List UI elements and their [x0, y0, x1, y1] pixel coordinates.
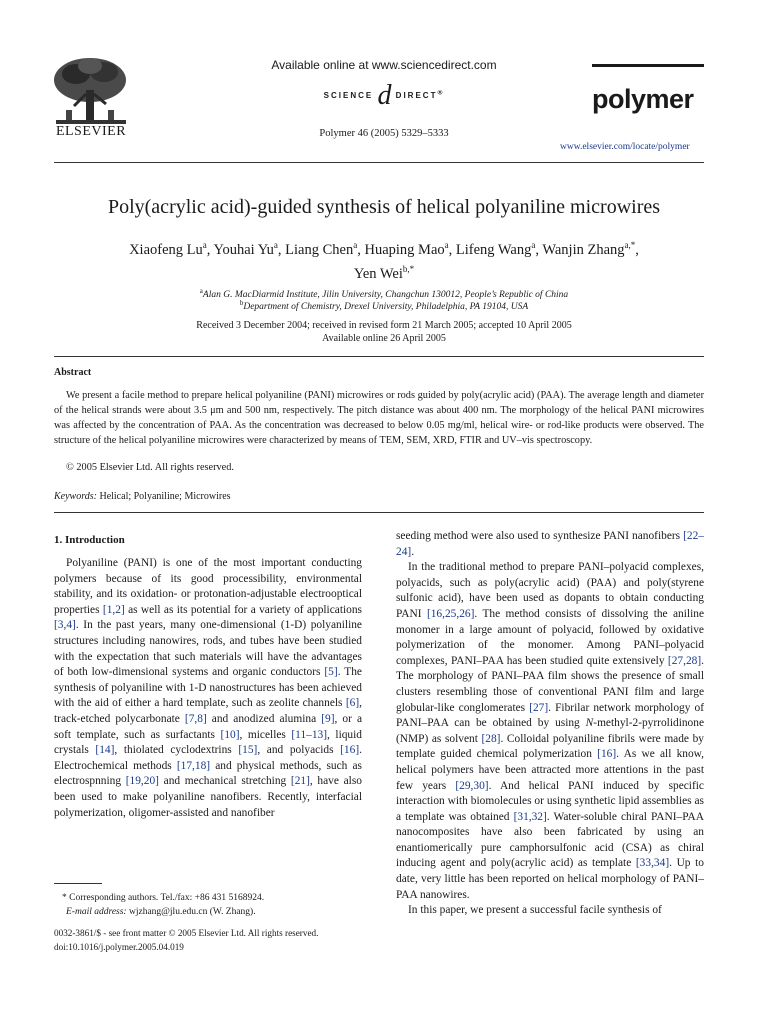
affiliation-b: $^b$Department of Chemistry, Drexel University, Philadelphia, PA 19104, USA	[239, 299, 529, 313]
keywords-label: Keywords:	[54, 491, 97, 502]
sd-mark: ®	[437, 89, 445, 97]
received-dates: Received 3 December 2004; received in revised form 21 March 2005; accepted 10 April 2005	[196, 320, 572, 331]
sd-left: SCIENCE	[323, 91, 374, 101]
left-column	[54, 556, 362, 821]
abstract-copyright: © 2005 Elsevier Ltd. All rights reserved.	[66, 462, 234, 473]
abstract-heading: Abstract	[54, 367, 92, 378]
sd-at-icon: d	[377, 80, 392, 111]
issn-line: 0032-3861/$ - see front matter © 2005 Elsevier Ltd. All rights reserved.	[54, 928, 319, 938]
section-heading: 1. Introduction	[54, 534, 125, 546]
intro-paragraph-2: In the traditional method to prepare PANI–polyacid complexes, polyacids, such as poly(acrylic acid) (PAA) and poly(styrene sulfonic acid), have been used as dopants to obtain conducting PANI [16,25,26]. The method consists of dissolving the aniline monomer in a large amount of polyacid, followed by oxidative polymerization of the monomer. Among PANI–polyacid complexes, PANI–PAA has been studied quite extensively [27,28]. The morphology of PANI–PAA film shows the presence of small clusters resembling those of conventional PANI film and large globular-like conglomerates [27]. Fibrilar network morphology of PANI–PAA can be obtained by using N-methyl-2-pyrrolidinone (NMP) as solvent [28]. Colloidal polyaniline fibrils were made by template guided chemical polymerization [16]. As we all know, helical polymers have been attracted more attentions in the past few years [29,30]. And helical PANI induced by specific interaction with biomolecules or using synthetic lipid assemblies as a template was obtained [31,32]. Water-soluble chiral PANI–PAA nanocomposites have also been fabricated by using an enantiomerically pure camphorsulfonic acid (CSA) as chiral inducing agent and poly(acrylic acid) as template [33,34]. Up to date, very little has been reported on helical morphology of PANI–PAA nanowires.	[396, 561, 704, 901]
intro-paragraph-1-cont: seeding method were also used to synthesize PANI nanofibers [22–24].	[396, 530, 704, 558]
affiliation-a-text: Alan G. MacDiarmid Institute, Jilin University, Changchun 130012, People’s Republic of China	[202, 290, 569, 301]
footnote-contact: * Corresponding authors. Tel./fax: +86 431 5168924.	[62, 893, 265, 903]
journal-rule	[592, 64, 704, 67]
email-label: E-mail address:	[66, 907, 127, 917]
available-date: Available online 26 April 2005	[322, 333, 446, 344]
email-value[interactable]: wjzhang@jlu.edu.cn (W. Zhang).	[128, 907, 256, 917]
sd-right: DIRECT	[395, 91, 438, 101]
journal-url-link[interactable]: www.elsevier.com/locate/polymer	[560, 142, 690, 152]
journal-name: polymer	[592, 84, 694, 114]
available-online-text: Available online at www.sciencedirect.com	[271, 58, 497, 72]
keywords-values: Helical; Polyaniline; Microwires	[99, 491, 231, 502]
journal-reference: Polymer 46 (2005) 5329–5333	[319, 128, 449, 139]
abstract-bottom-rule	[54, 512, 704, 513]
footnote-rule	[54, 883, 102, 884]
header-divider	[54, 162, 704, 163]
authors-line-2: Yen Wei$^{b,*}$	[353, 263, 415, 282]
publisher-name: ELSEVIER	[55, 124, 127, 139]
keywords-line	[54, 491, 231, 502]
affiliation-a: $^a$Alan G. MacDiarmid Institute, Jilin University, Changchun 130012, People’s Republic of China	[199, 287, 569, 301]
abstract-top-rule	[54, 356, 704, 357]
intro-paragraph-3: In this paper, we present a successful facile synthesis of	[408, 904, 662, 917]
abstract-body: We present a facile method to prepare helical polyaniline (PANI) microwires or rods guided by poly(acrylic acid) (PAA). The average length and diameter of the helical strands were about 3.5 μm and 500 nm, respectively. The pitch distance was about 400 nm. The morphology of the helical PANI microwires was affected by the concentration of PAA. As the concentration was decreased to below 0.05 mg/ml, helical wire- or rod-like products were observed. The structure of the helical polyaniline microwires were characterized by means of TEM, SEM, XRD, FTIR and UV–vis spectroscopy.	[54, 390, 704, 446]
author-list	[60, 236, 708, 284]
affiliation-b-text: Department of Chemistry, Drexel University, Philadelphia, PA 19104, USA	[243, 302, 529, 313]
intro-paragraph-1: Polyaniline (PANI) is one of the most important conducting polymers because of its good processibility, environmental stability, and its oxidation- or protonation-adjustable electrooptical properties [1,2] as well as its potential for a variety of applications [3,4]. In the past years, many one-dimensional (1-D) polyaniline structures including nanowires, rods, and tubes have been studied with the expectation that such materials will have the advantages of both low-dimensional systems and organic conductors [5]. The synthesis of polyaniline with 1-D nanostructures has been achieved with the aid of either a hard template, such as zeolite channels [6], track-etched polycarbonate [7,8] and anodized alumina [9], or a soft template, such as surfactants [10], micelles [11–13], liquid crystals [14], thiolated cyclodextrins [15], and polyacids [16]. Electrochemical methods [17,18] and physical methods, such as electrospnning [19,20] and mechanical stretching [21], have also been used to make polyaniline nanofibers. Recently, interfacial polymerization, oligomer-assisted and nanofiber	[54, 557, 362, 819]
corresponding-footnote	[54, 891, 364, 919]
footnote-email	[54, 905, 364, 919]
issn-doi-block	[54, 926, 374, 954]
authors-line-1: Xiaofeng Lu$^a$, Youhai Yu$^a$, Liang Chen$^a$, Huaping Mao$^a$, Lifeng Wang$^a$, Wanjin Zhang$^{a,*}$,	[129, 240, 639, 258]
right-column	[396, 529, 704, 919]
article-title: Poly(acrylic acid)-guided synthesis of helical polyaniline microwires	[107, 196, 661, 218]
doi-line: doi:10.1016/j.polymer.2005.04.019	[54, 942, 184, 952]
